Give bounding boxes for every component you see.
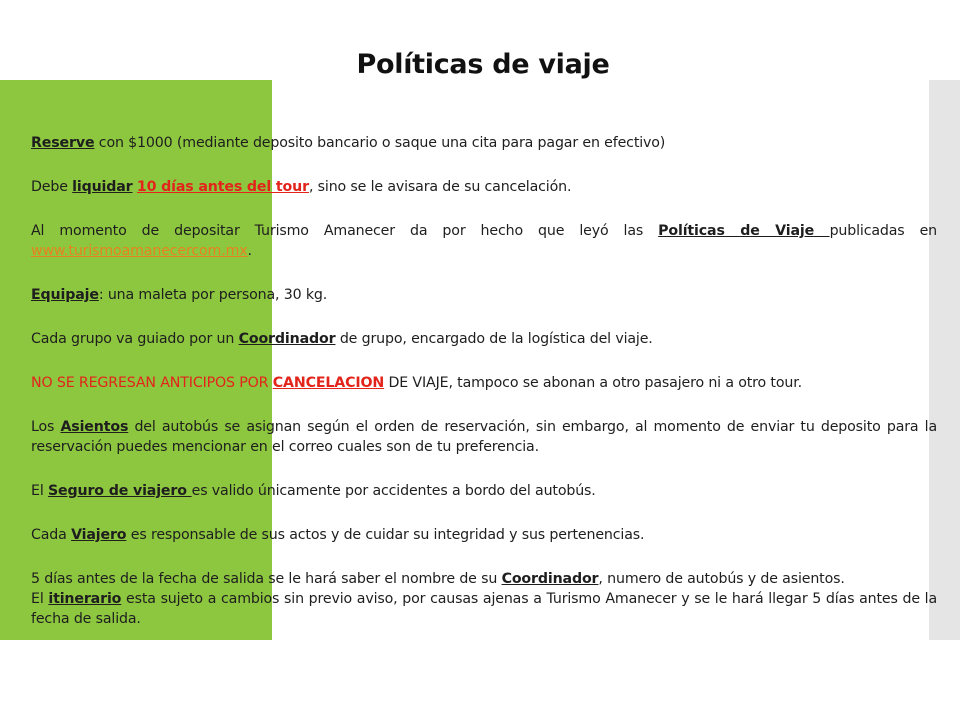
policy-insurance	[31, 481, 937, 501]
keyword-asientos: Asientos	[60, 419, 129, 435]
policy-assignment	[31, 569, 937, 589]
policy-insurance-post: es valido únicamente por accidentes a bordo del autobús.	[191, 483, 596, 499]
policy-terms-post: .	[247, 243, 252, 259]
policy-payment-post: , sino se le avisara de su cancelación.	[308, 179, 572, 195]
policy-cancellation-post: , tampoco se abonan a otro pasajero ni a otro tour.	[448, 375, 802, 391]
policy-payment-pre: Debe	[31, 179, 73, 195]
policy-itinerary-pre: El	[31, 591, 49, 607]
keyword-seguro: Seguro de viajero	[47, 483, 192, 499]
policy-assignment-pre: 5 días antes de la fecha de salida se le hará saber el nombre de su	[31, 571, 502, 587]
policy-insurance-pre: El	[31, 483, 48, 499]
website-link[interactable]: www.turismoamanecercom.mx	[31, 243, 248, 259]
policy-traveler	[31, 525, 937, 545]
policy-coordinator-pre: Cada grupo va guiado por un	[31, 331, 239, 347]
keyword-liquidar: liquidar	[72, 179, 133, 195]
policy-payment	[31, 177, 937, 197]
policy-traveler-pre: Cada	[31, 527, 72, 543]
keyword-viajero: Viajero	[71, 527, 127, 543]
cancellation-warning: NO SE REGRESAN ANTICIPOS POR	[31, 375, 273, 391]
policy-itinerary	[31, 589, 937, 629]
policy-seats-pre: Los	[31, 419, 61, 435]
policy-reserve-text: con $1000 (mediante deposito bancario o saque una cita para pagar en efectivo)	[94, 135, 666, 151]
policy-seats-post: del autobús se asignan según el orden de reservación, sin embargo, al momento de enviar tu deposito para la reservación puedes mencionar en el correo cuales son de tu preferencia.	[31, 419, 937, 455]
policy-coordinator-post: de grupo, encargado de la logística del viaje.	[335, 331, 653, 347]
policy-cancellation	[31, 373, 937, 393]
keyword-coordinador-2: Coordinador	[501, 571, 599, 587]
policy-terms-pre: Al momento de depositar Turismo Amanecer da por hecho que leyó las	[31, 223, 659, 239]
keyword-equipaje: Equipaje	[31, 287, 99, 303]
keyword-coordinador: Coordinador	[238, 331, 336, 347]
keyword-cancelacion: CANCELACION	[272, 375, 385, 391]
policy-terms-mid: publicadas en	[829, 223, 937, 239]
policy-itinerary-post: esta sujeto a cambios sin previo aviso, por causas ajenas a Turismo Amanecer y se le hará llegar 5 días antes de la fecha de salida.	[31, 591, 937, 627]
policies-body	[31, 133, 937, 629]
policy-reserve	[31, 133, 937, 153]
cancellation-warning-mid: DE VIAJE	[384, 375, 449, 391]
keyword-politicas: Políticas de Viaje	[658, 223, 830, 239]
policy-luggage-text: : una maleta por persona, 30 kg.	[98, 287, 328, 303]
policy-coordinator	[31, 329, 937, 349]
policy-assignment-post: , numero de autobús y de asientos.	[598, 571, 845, 587]
policy-terms	[31, 221, 937, 261]
page-title: Políticas de viaje	[356, 49, 610, 80]
policy-traveler-post: es responsable de sus actos y de cuidar su integridad y sus pertenencias.	[126, 527, 645, 543]
payment-deadline: 10 días antes del tour	[136, 179, 309, 195]
keyword-reserve: Reserve	[31, 135, 95, 151]
policy-seats	[31, 417, 937, 457]
keyword-itinerario: itinerario	[48, 591, 122, 607]
policy-luggage	[31, 285, 937, 305]
